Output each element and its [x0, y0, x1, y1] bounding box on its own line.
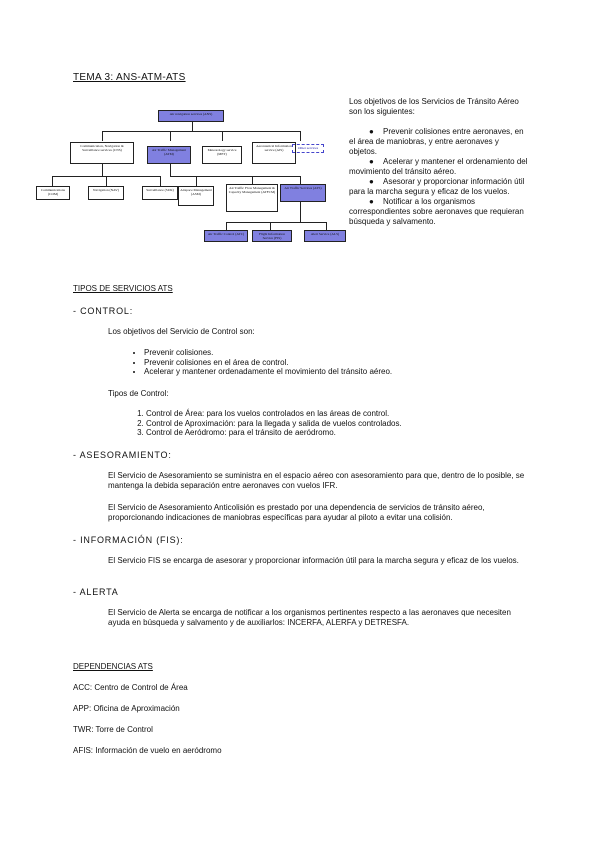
- org-box-ans: Air navigation services (ANS): [158, 110, 224, 122]
- page-title: TEMA 3: ANS-ATM-ATS: [73, 72, 186, 83]
- list-item: • Prevenir colisiones en el área de control.: [144, 358, 444, 368]
- org-box-fis: Flight Information Service (FIS): [252, 230, 292, 242]
- control-heading: - CONTROL:: [73, 306, 134, 316]
- intro-item-text: Acelerar y mantener el ordenamiento del movimiento del tránsito aéreo.: [349, 157, 528, 176]
- intro-lead: Los objetivos de los Servicios de Tránsito Aéreo son los siguientes:: [349, 97, 519, 116]
- intro-item: [349, 157, 529, 177]
- dependencias-heading: DEPENDENCIAS ATS: [73, 662, 153, 671]
- informacion-heading: - INFORMACIÓN (FIS):: [73, 535, 184, 545]
- org-box-als: Alert Service (ALS): [304, 230, 346, 242]
- org-box-other: Other services: [292, 144, 324, 153]
- intro-item-text: Asesorar y proporcionar información útil para la marcha segura y eficaz de los vuelos.: [349, 177, 525, 196]
- bullet-icon: ●: [369, 157, 374, 166]
- dependencia-item: TWR: Torre de Control: [73, 725, 153, 734]
- bullet-icon: ●: [369, 177, 374, 186]
- tipos-heading: TIPOS DE SERVICIOS ATS: [73, 284, 173, 293]
- control-objetivos-lead: Los objetivos del Servicio de Control son:: [108, 327, 255, 336]
- control-tipos-lead: Tipos de Control:: [108, 389, 169, 398]
- intro-item: [349, 127, 529, 157]
- dependencia-item: APP: Oficina de Aproximación: [73, 704, 180, 713]
- org-box-ais: Aeronautical Information service (AIS): [252, 142, 296, 164]
- org-box-ats: Air Traffic Services (ATS): [280, 184, 326, 202]
- control-objetivos-list: [124, 348, 444, 377]
- alerta-heading: - ALERTA: [73, 587, 119, 597]
- intro-item: [349, 197, 529, 227]
- org-box-met: Meteorology service (MET): [202, 146, 242, 164]
- alerta-p1: El Servicio de Alerta se encarga de notificar a los organismos pertinentes respecto a las aeronaves que necesiten ayuda en búsqueda y salvamento y de auxiliarlos: INCERFA, ALERFA y DETRESFA.: [108, 608, 511, 627]
- list-item: • Prevenir colisiones.: [144, 348, 444, 358]
- asesoramiento-heading: - ASESORAMIENTO:: [73, 450, 172, 460]
- intro-item-text: Notificar a los organismos correspondientes sobre aeronaves que requieran búsqueda y salvamento.: [349, 197, 524, 226]
- bullet-icon: ●: [369, 127, 374, 136]
- intro-item: [349, 177, 529, 197]
- org-chart: [30, 104, 350, 254]
- org-box-atfcm: Air Traffic Flow Management & Capacity Management (ATFCM): [226, 184, 278, 212]
- asesoramiento-p1: El Servicio de Asesoramiento se suministra en el espacio aéreo con asesoramiento para que, dentro de lo posible, se mantenga la debida separación entre aeronaves con vuelos IFR.: [108, 471, 525, 490]
- dependencia-item: ACC: Centro de Control de Área: [73, 683, 188, 692]
- list-item: • Acelerar y mantener ordenadamente el movimiento del tránsito aéreo.: [144, 367, 444, 377]
- dependencia-item: AFIS: Información de vuelo en aeródromo: [73, 746, 222, 755]
- org-box-atc: Air Traffic Control (ATC): [204, 230, 248, 242]
- control-tipos-list: [124, 409, 464, 438]
- org-box-cns: Communication, Navigation & Surveillance services (CNS): [70, 142, 134, 164]
- list-item: 2. Control de Aproximación: para la llegada y salida de vuelos controlados.: [146, 419, 464, 429]
- intro-objectives: [349, 97, 529, 227]
- bullet-icon: ●: [369, 197, 374, 206]
- list-item: 3. Control de Aeródromo: para el tránsito de aeródromo.: [146, 428, 464, 438]
- org-box-nav: Navigation (NAV): [88, 186, 124, 200]
- informacion-p1: El Servicio FIS se encarga de asesorar y proporcionar información útil para la marcha segura y eficaz de los vuelos.: [108, 556, 519, 565]
- intro-item-text: Prevenir colisiones entre aeronaves, en el área de maniobras, y entre aeronaves y objetos.: [349, 127, 524, 156]
- org-box-asm: Airspace Management (ASM): [178, 186, 214, 206]
- org-box-atm: Air Traffic Management (ATM): [147, 146, 191, 164]
- org-box-com: Communications (COM): [36, 186, 70, 200]
- list-item: 1. Control de Área: para los vuelos controlados en las áreas de control.: [146, 409, 464, 419]
- asesoramiento-p2: El Servicio de Asesoramiento Anticolisión es prestado por una dependencia de servicios de tránsito aéreo, proporcionando indicaciones de maniobras específicas para ayudar al piloto a evitar una colisión.: [108, 503, 485, 522]
- org-box-sur: Surveillance (SUR): [142, 186, 178, 200]
